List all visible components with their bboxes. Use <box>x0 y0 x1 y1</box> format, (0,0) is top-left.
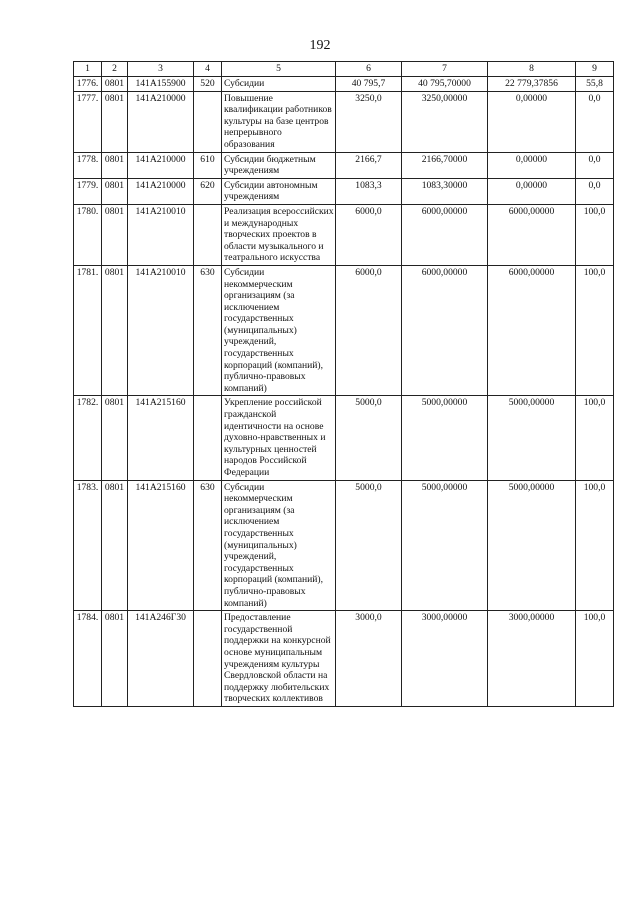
approved-amount: 1083,30000 <box>402 178 488 204</box>
expense-type-code <box>194 91 222 152</box>
table-row <box>74 480 614 611</box>
target-code: 141A215160 <box>128 480 194 611</box>
budget-table <box>73 61 614 707</box>
row-number: 1781. <box>74 265 102 396</box>
row-number: 1778. <box>74 152 102 178</box>
table-row <box>74 204 614 265</box>
section-code: 0801 <box>102 396 128 480</box>
plan-amount: 1083,3 <box>336 178 402 204</box>
section-code: 0801 <box>102 178 128 204</box>
execution-percent: 55,8 <box>576 77 614 92</box>
executed-amount: 6000,00000 <box>488 265 576 396</box>
table-row <box>74 396 614 480</box>
expense-type-code: 520 <box>194 77 222 92</box>
execution-percent: 100,0 <box>576 480 614 611</box>
executed-amount: 0,00000 <box>488 178 576 204</box>
row-number: 1784. <box>74 611 102 707</box>
header-cell: 1 <box>74 62 102 77</box>
row-number: 1779. <box>74 178 102 204</box>
section-code: 0801 <box>102 204 128 265</box>
row-number: 1780. <box>74 204 102 265</box>
header-cell: 3 <box>128 62 194 77</box>
expense-type-code: 620 <box>194 178 222 204</box>
expense-type-code: 630 <box>194 265 222 396</box>
item-name: Реализация всероссийских и международных творческих проектов в области музыкального и театрального искусства <box>222 204 336 265</box>
expense-type-code <box>194 204 222 265</box>
header-cell: 2 <box>102 62 128 77</box>
table-header-row <box>74 62 614 77</box>
execution-percent: 0,0 <box>576 91 614 152</box>
approved-amount: 2166,70000 <box>402 152 488 178</box>
table-row <box>74 77 614 92</box>
expense-type-code <box>194 396 222 480</box>
approved-amount: 6000,00000 <box>402 265 488 396</box>
target-code: 141A246Г30 <box>128 611 194 707</box>
plan-amount: 2166,7 <box>336 152 402 178</box>
approved-amount: 3000,00000 <box>402 611 488 707</box>
row-number: 1777. <box>74 91 102 152</box>
row-number: 1776. <box>74 77 102 92</box>
target-code: 141A210000 <box>128 152 194 178</box>
target-code: 141A210000 <box>128 178 194 204</box>
item-name: Субсидии автономным учреждениям <box>222 178 336 204</box>
executed-amount: 0,00000 <box>488 152 576 178</box>
item-name: Укрепление российской гражданской идентичности на основе духовно-нравственных и культурных ценностей народов Российской Федерации <box>222 396 336 480</box>
execution-percent: 100,0 <box>576 611 614 707</box>
header-cell: 9 <box>576 62 614 77</box>
item-name: Предоставление государственной поддержки на конкурсной основе муниципальным учреждениям культуры Свердловской области на поддержку любительских творческих коллективов <box>222 611 336 707</box>
execution-percent: 0,0 <box>576 178 614 204</box>
approved-amount: 40 795,70000 <box>402 77 488 92</box>
section-code: 0801 <box>102 611 128 707</box>
item-name: Субсидии некоммерческим организациям (за исключением государственных (муниципальных) учреждений, государственных корпораций (компаний), публично-правовых компаний) <box>222 265 336 396</box>
plan-amount: 6000,0 <box>336 265 402 396</box>
table-row <box>74 611 614 707</box>
target-code: 141A210010 <box>128 204 194 265</box>
section-code: 0801 <box>102 480 128 611</box>
expense-type-code: 630 <box>194 480 222 611</box>
table-row <box>74 91 614 152</box>
table-row <box>74 178 614 204</box>
section-code: 0801 <box>102 152 128 178</box>
item-name: Субсидии бюджетным учреждениям <box>222 152 336 178</box>
executed-amount: 22 779,37856 <box>488 77 576 92</box>
item-name: Субсидии некоммерческим организациям (за исключением государственных (муниципальных) учреждений, государственных корпораций (компаний), публично-правовых компаний) <box>222 480 336 611</box>
row-number: 1782. <box>74 396 102 480</box>
row-number: 1783. <box>74 480 102 611</box>
section-code: 0801 <box>102 265 128 396</box>
header-cell: 5 <box>222 62 336 77</box>
page-number: 192 <box>309 38 331 53</box>
approved-amount: 6000,00000 <box>402 204 488 265</box>
execution-percent: 100,0 <box>576 396 614 480</box>
plan-amount: 6000,0 <box>336 204 402 265</box>
item-name: Повышение квалификации работников культуры на базе центров непрерывного образования <box>222 91 336 152</box>
table-row <box>74 265 614 396</box>
section-code: 0801 <box>102 77 128 92</box>
section-code: 0801 <box>102 91 128 152</box>
execution-percent: 0,0 <box>576 152 614 178</box>
target-code: 141A210010 <box>128 265 194 396</box>
execution-percent: 100,0 <box>576 204 614 265</box>
executed-amount: 6000,00000 <box>488 204 576 265</box>
header-cell: 6 <box>336 62 402 77</box>
header-cell: 4 <box>194 62 222 77</box>
expense-type-code: 610 <box>194 152 222 178</box>
expense-type-code <box>194 611 222 707</box>
plan-amount: 40 795,7 <box>336 77 402 92</box>
target-code: 141A155900 <box>128 77 194 92</box>
approved-amount: 3250,00000 <box>402 91 488 152</box>
plan-amount: 5000,0 <box>336 396 402 480</box>
approved-amount: 5000,00000 <box>402 396 488 480</box>
header-cell: 8 <box>488 62 576 77</box>
executed-amount: 3000,00000 <box>488 611 576 707</box>
table-row <box>74 152 614 178</box>
executed-amount: 0,00000 <box>488 91 576 152</box>
executed-amount: 5000,00000 <box>488 396 576 480</box>
plan-amount: 3000,0 <box>336 611 402 707</box>
target-code: 141A210000 <box>128 91 194 152</box>
header-cell: 7 <box>402 62 488 77</box>
execution-percent: 100,0 <box>576 265 614 396</box>
plan-amount: 3250,0 <box>336 91 402 152</box>
target-code: 141A215160 <box>128 396 194 480</box>
executed-amount: 5000,00000 <box>488 480 576 611</box>
approved-amount: 5000,00000 <box>402 480 488 611</box>
plan-amount: 5000,0 <box>336 480 402 611</box>
item-name: Субсидии <box>222 77 336 92</box>
